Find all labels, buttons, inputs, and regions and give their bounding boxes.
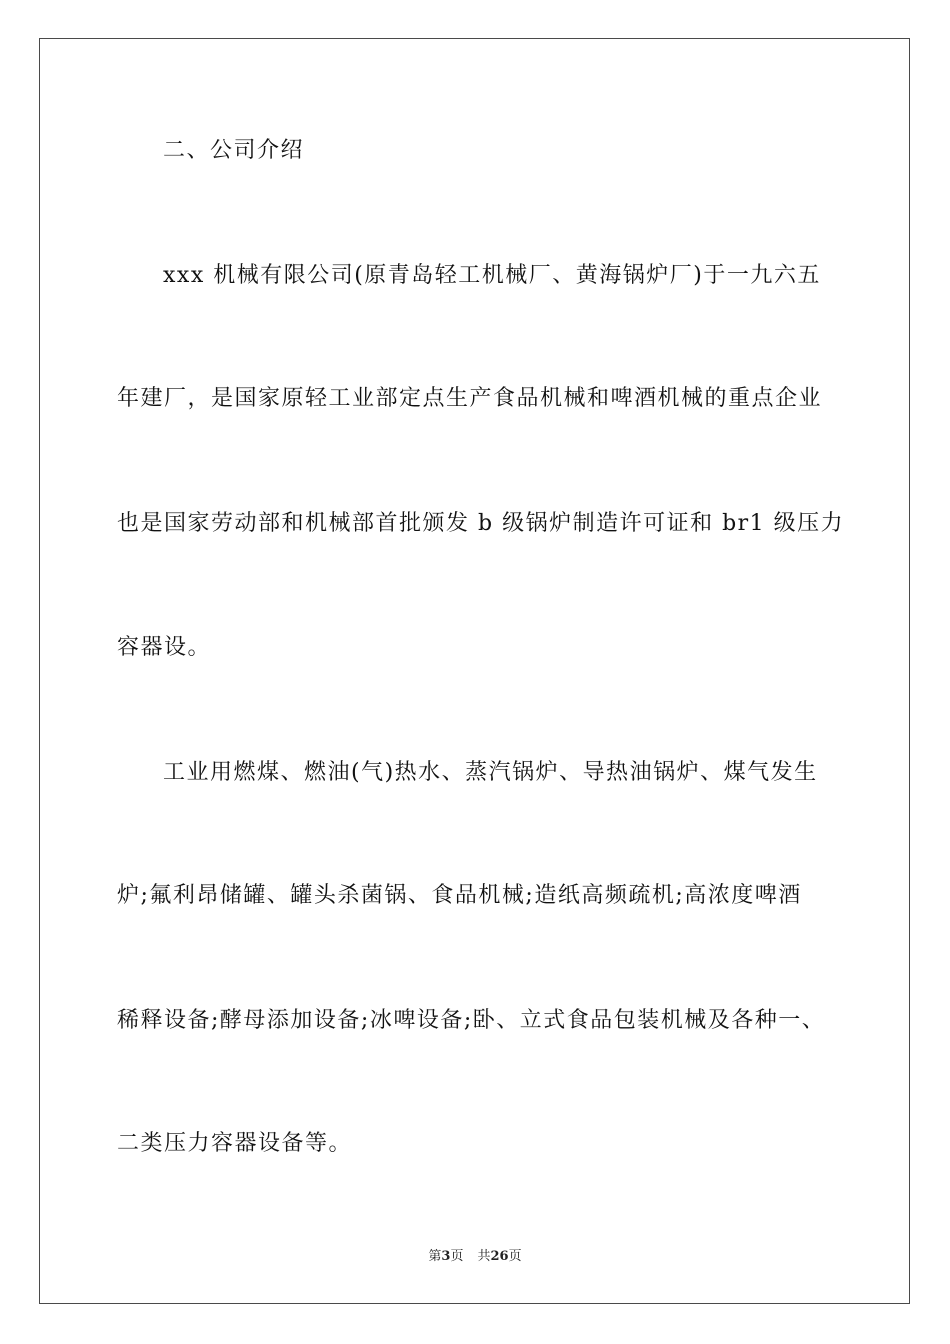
page-border	[39, 38, 910, 1304]
paragraph-line: 容器设。	[117, 635, 212, 660]
section-heading: 二、公司介绍	[163, 138, 305, 163]
page-prefix: 第	[428, 1249, 442, 1264]
total-prefix: 共	[477, 1249, 491, 1264]
page-footer	[0, 1248, 950, 1266]
paragraph-line: 也是国家劳动部和机械部首批颁发 b 级锅炉制造许可证和 br1 级压力	[117, 511, 845, 536]
total-suffix: 页	[508, 1249, 522, 1264]
paragraph-line: 稀释设备;酵母添加设备;冰啤设备;卧、立式食品包装机械及各种一、	[117, 1008, 826, 1033]
paragraph-line: 工业用燃煤、燃油(气)热水、蒸汽锅炉、导热油锅炉、煤气发生	[163, 760, 818, 785]
page-suffix: 页	[450, 1249, 464, 1264]
total-pages: 26	[490, 1249, 509, 1264]
paragraph-line: 年建厂，是国家原轻工业部定点生产食品机械和啤酒机械的重点企业	[117, 386, 823, 411]
paragraph-line: xxx 机械有限公司(原青岛轻工机械厂、黄海锅炉厂)于一九六五	[163, 263, 821, 288]
paragraph-line: 炉;氟利昂储罐、罐头杀菌锅、食品机械;造纸高频疏机;高浓度啤酒	[117, 883, 802, 908]
paragraph-line: 二类压力容器设备等。	[117, 1131, 353, 1156]
page-number: 3	[441, 1249, 451, 1264]
